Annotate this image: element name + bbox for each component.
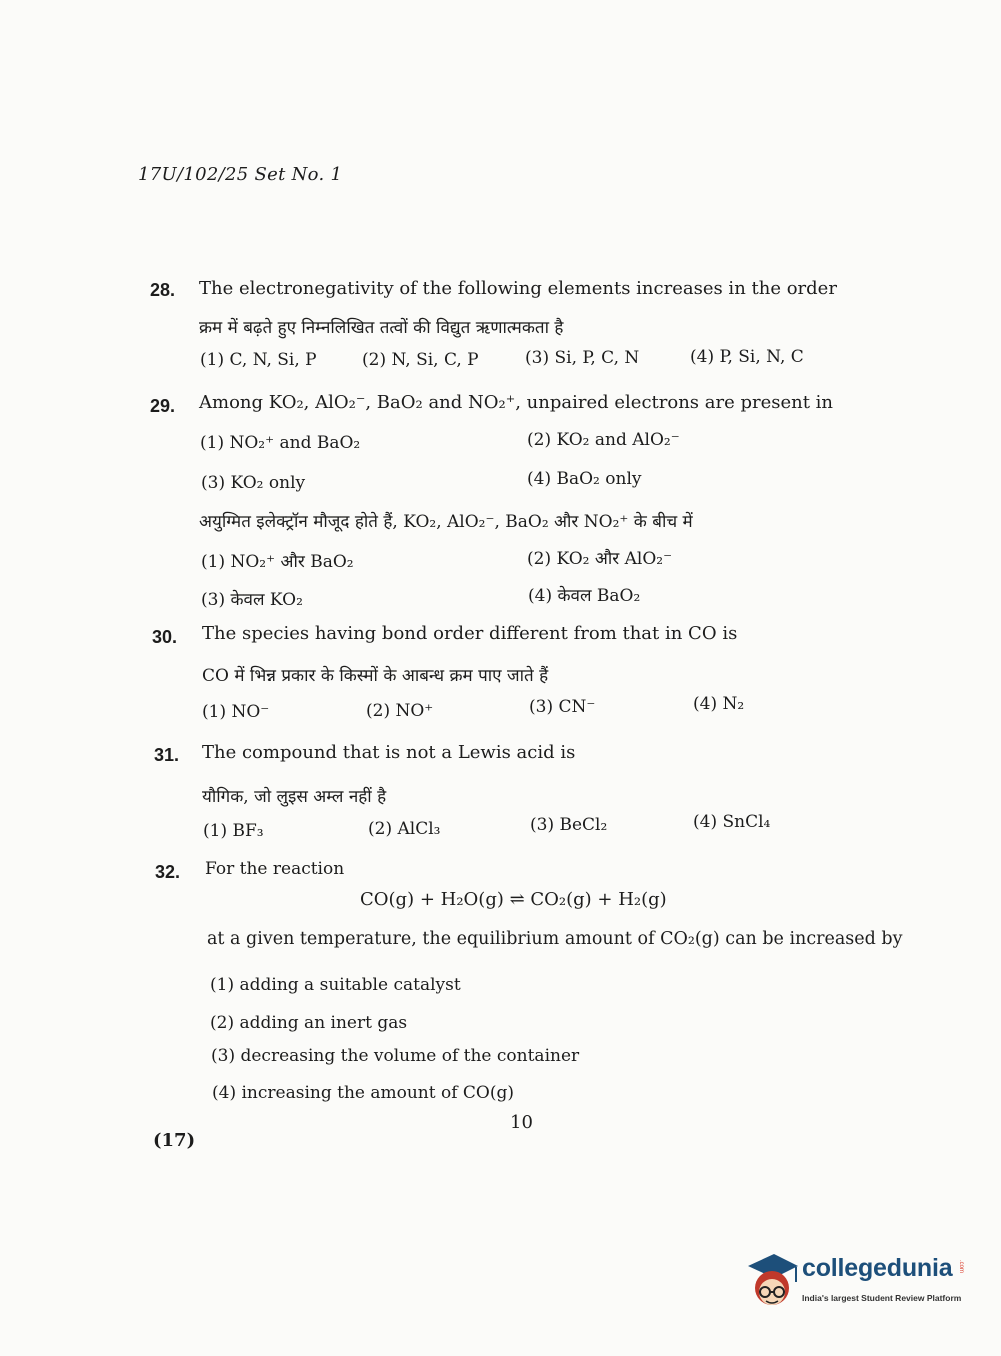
question-stem-en-2: at a given temperature, the equilibrium amount of CO₂(g) can be increased by xyxy=(207,929,903,949)
option-3: (3) Si, P, C, N xyxy=(525,348,640,368)
question-number: 32. xyxy=(155,862,181,882)
question-stem-hi: CO में भिन्न प्रकार के किस्मों के आबन्ध क्रम पाए जाते हैं xyxy=(202,666,549,686)
logo-name: collegedunia xyxy=(802,1254,953,1282)
option-3: (3) BeCl₂ xyxy=(530,815,608,835)
option-2-hi: (2) KO₂ और AlO₂⁻ xyxy=(527,549,673,569)
logo-tagline: India's largest Student Review Platform xyxy=(802,1293,962,1303)
question-number: 29. xyxy=(150,396,176,416)
logo-suffix: .com xyxy=(958,1260,964,1274)
option-2: (2) N, Si, C, P xyxy=(362,350,479,370)
option-1: (1) NO⁻ xyxy=(202,702,270,722)
option-2: (2) AlCl₃ xyxy=(368,819,441,839)
question-stem-en: The electronegativity of the following elements increases in the order xyxy=(199,278,837,299)
question-stem-en: The species having bond order different from that in CO is xyxy=(202,623,738,644)
option-1: (1) adding a suitable catalyst xyxy=(210,975,461,995)
option-3-hi: (3) केवल KO₂ xyxy=(201,590,303,610)
option-2-en: (2) KO₂ and AlO₂⁻ xyxy=(527,430,680,450)
option-3-en: (3) KO₂ only xyxy=(201,473,306,493)
mascot-icon xyxy=(744,1248,800,1312)
option-3: (3) decreasing the volume of the container xyxy=(211,1046,580,1066)
option-4-hi: (4) केवल BaO₂ xyxy=(528,586,641,606)
option-1: (1) BF₃ xyxy=(203,821,264,841)
page-number: 10 xyxy=(510,1112,533,1133)
option-1-hi: (1) NO₂⁺ और BaO₂ xyxy=(201,552,354,572)
document-header: 17U/102/25 Set No. 1 xyxy=(138,164,343,185)
question-stem-hi: क्रम में बढ़ते हुए निम्नलिखित तत्वों की विद्युत ऋणात्मकता है xyxy=(199,318,564,338)
option-4: (4) increasing the amount of CO(g) xyxy=(212,1083,514,1103)
question-number: 31. xyxy=(154,745,180,765)
collegedunia-logo xyxy=(744,1248,974,1318)
reaction-equation: CO(g) + H₂O(g) ⇌ CO₂(g) + H₂(g) xyxy=(360,889,667,910)
option-4: (4) SnCl₄ xyxy=(693,812,771,832)
question-stem-en: Among KO₂, AlO₂⁻, BaO₂ and NO₂⁺, unpaired electrons are present in xyxy=(199,392,834,413)
question-number: 28. xyxy=(150,280,176,300)
question-stem-en: For the reaction xyxy=(205,859,345,879)
option-2: (2) NO⁺ xyxy=(366,701,434,721)
question-stem-hi: अयुग्मित इलेक्ट्रॉन मौजूद होते हैं, KO₂, AlO₂⁻, BaO₂ और NO₂⁺ के बीच में xyxy=(199,512,693,532)
question-stem-en: The compound that is not a Lewis acid is xyxy=(202,742,576,763)
question-stem-hi: यौगिक, जो लुइस अम्ल नहीं है xyxy=(202,787,387,807)
option-3: (3) CN⁻ xyxy=(529,697,596,717)
option-4: (4) P, Si, N, C xyxy=(690,347,804,367)
option-1: (1) C, N, Si, P xyxy=(200,350,317,370)
option-2: (2) adding an inert gas xyxy=(210,1013,408,1033)
footer-code: (17) xyxy=(153,1130,196,1151)
question-number: 30. xyxy=(152,627,178,647)
option-1-en: (1) NO₂⁺ and BaO₂ xyxy=(200,433,361,453)
option-4-en: (4) BaO₂ only xyxy=(527,469,642,489)
option-4: (4) N₂ xyxy=(693,694,745,714)
